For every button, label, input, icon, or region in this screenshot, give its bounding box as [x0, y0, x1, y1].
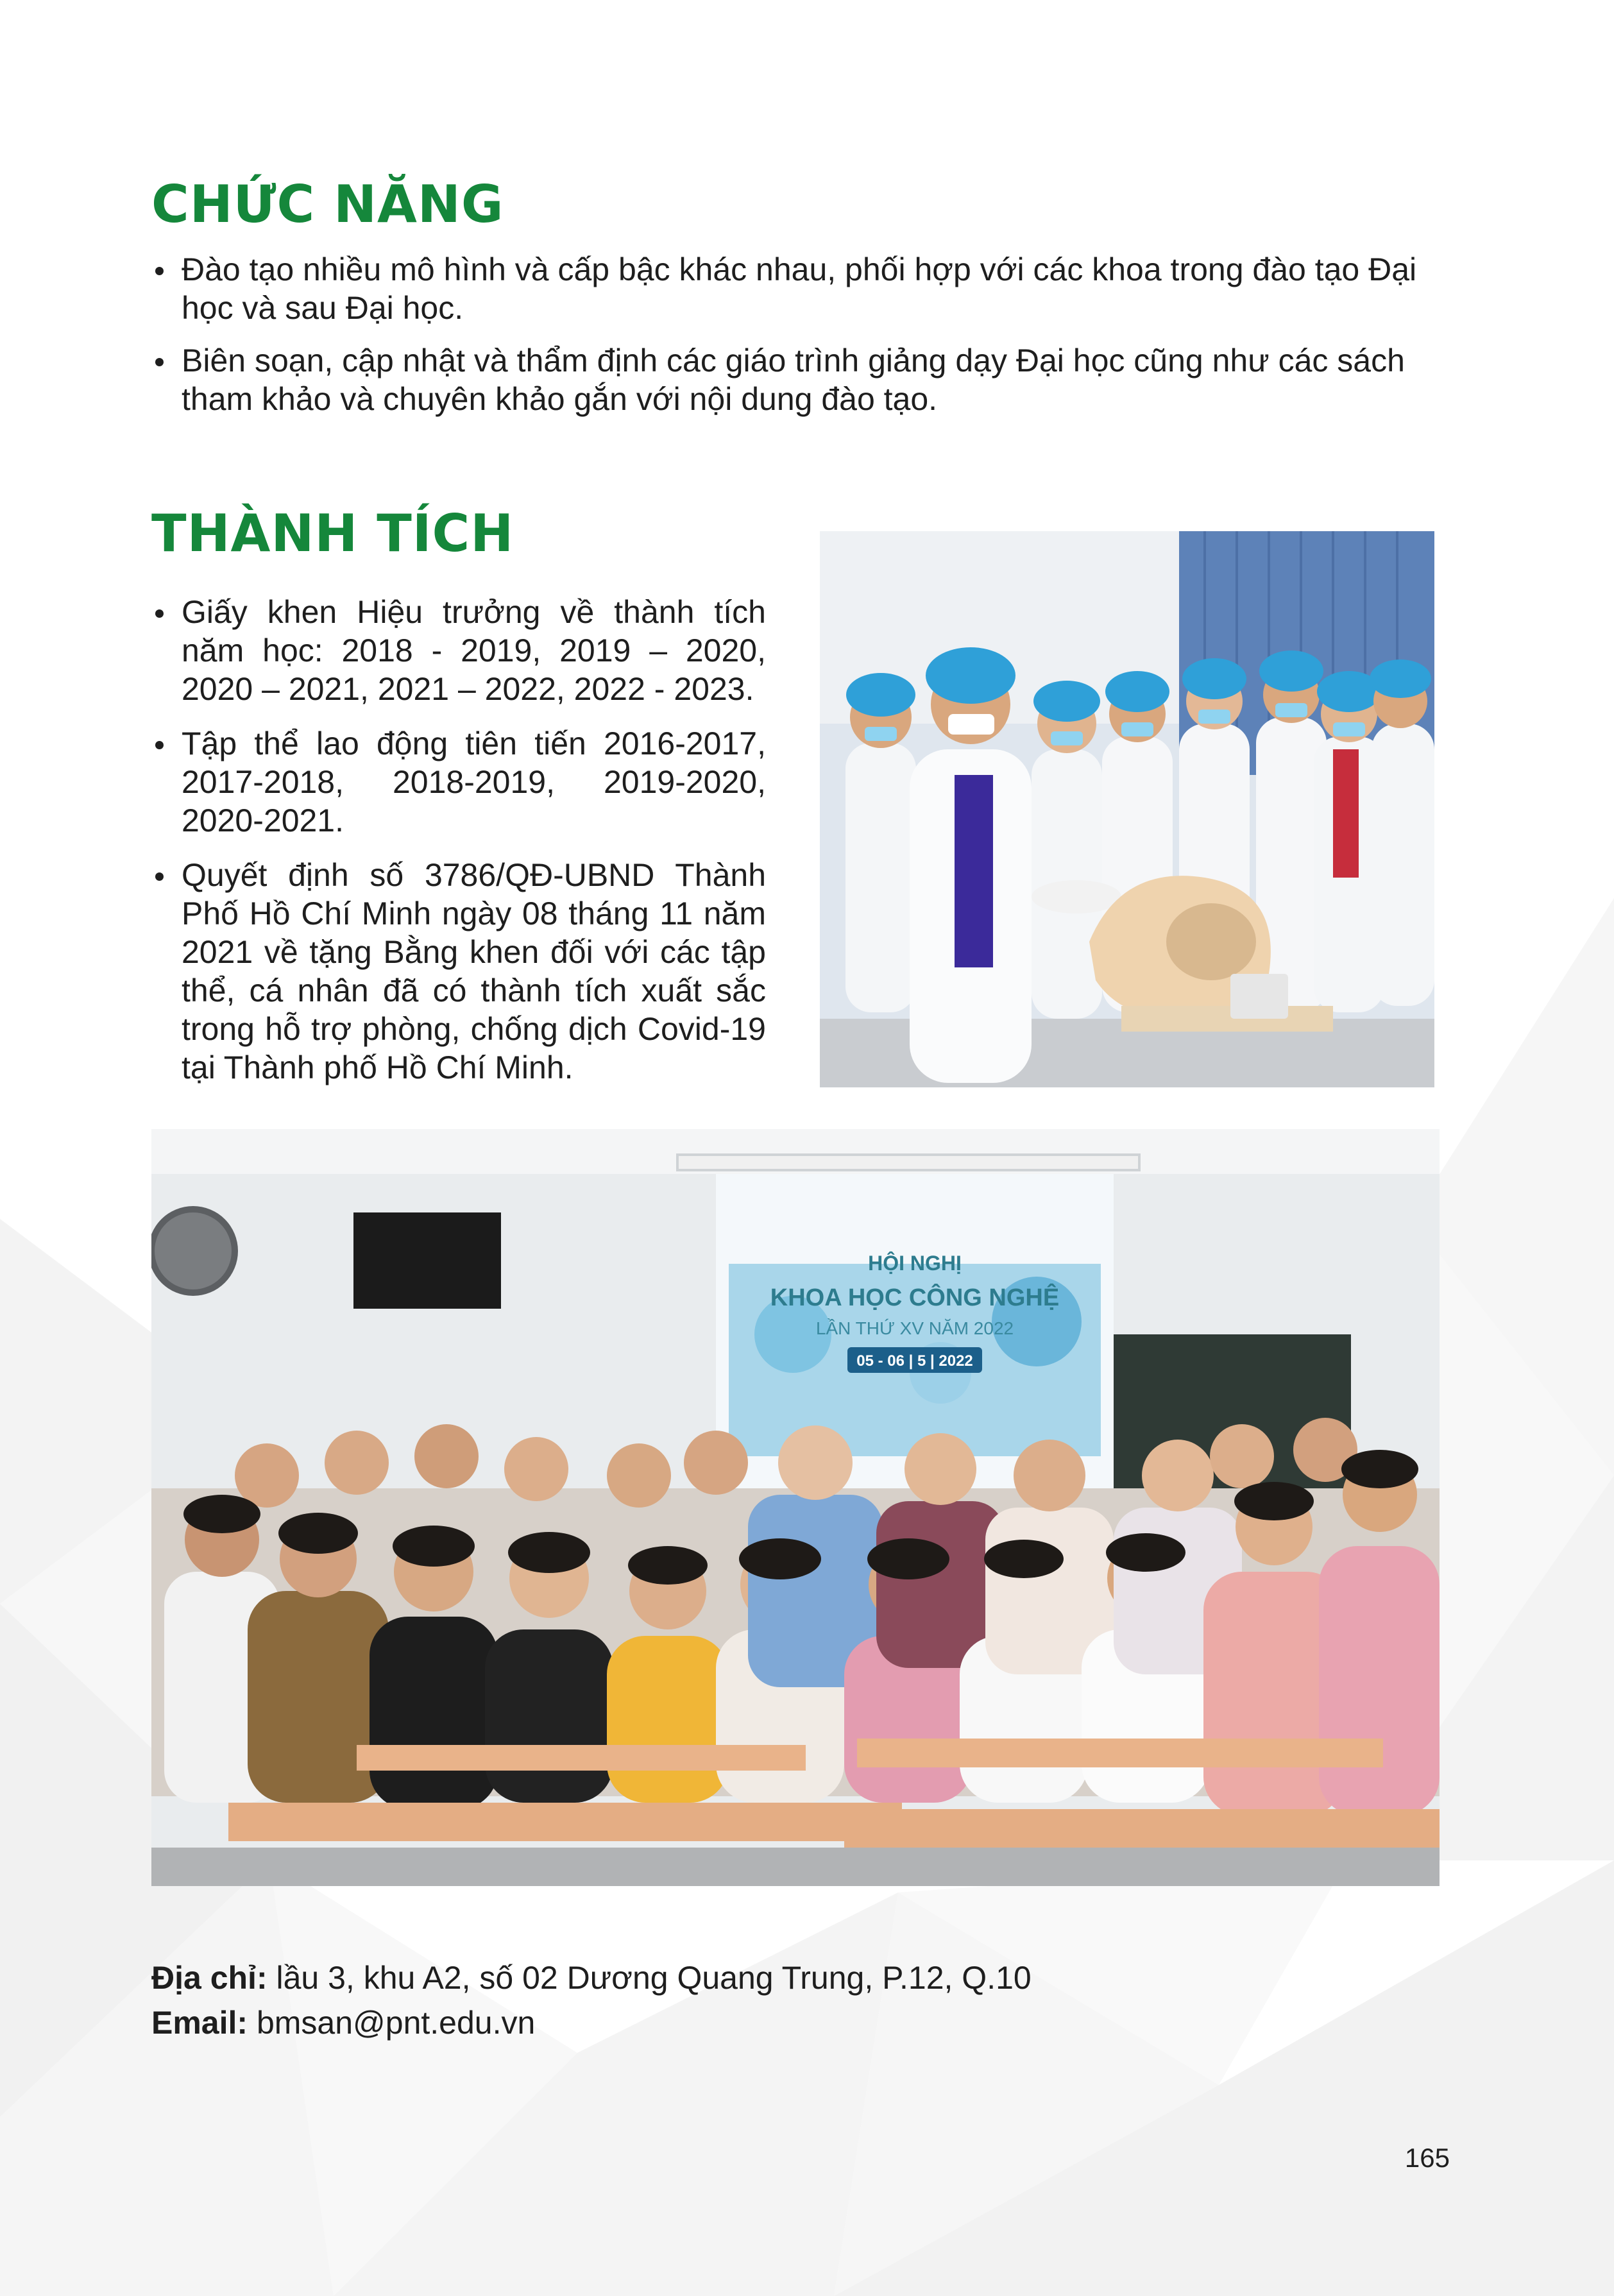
screen-title-line2: KHOA HỌC CÔNG NGHỆ	[770, 1284, 1060, 1311]
group-photo-illustration	[151, 1129, 1440, 1886]
list-item: Giấy khen Hiệu trưởng về thành tích năm học: 2018 - 2019, 2019 – 2020, 2020 – 2021, 2021 – 2022, 2022 - 2023.	[151, 593, 766, 708]
achievements-list	[151, 593, 766, 1087]
group-photo	[151, 1129, 1440, 1886]
address-label: Địa chỉ:	[151, 1960, 268, 1996]
list-item: Quyết định số 3786/QĐ-UBND Thành Phố Hồ Chí Minh ngày 08 tháng 11 năm 2021 về tặng Bằng khen đối với các tập thể, cá nhân đã có thành tích xuất sắc trong hỗ trợ phòng, chống dịch Covid-19 tại Thành phố Hồ Chí Minh.	[151, 856, 766, 1087]
screen-title-line1: HỘI NGHỊ	[868, 1252, 962, 1275]
list-item: Đào tạo nhiều mô hình và cấp bậc khác nhau, phối hợp với các khoa trong đào tạo Đại học và sau Đại học.	[151, 250, 1441, 327]
lab-training-illustration	[820, 531, 1434, 1087]
email-value[interactable]: bmsan@pnt.edu.vn	[248, 2005, 536, 2041]
functions-list	[151, 250, 1441, 418]
address-line	[151, 1959, 1032, 1997]
lab-training-photo	[820, 531, 1434, 1087]
page-number: 165	[1404, 2143, 1450, 2173]
screen-title-line3: LẦN THỨ XV NĂM 2022	[815, 1318, 1014, 1338]
screen-date: 05 - 06 | 5 | 2022	[856, 1352, 973, 1370]
address-value: lầu 3, khu A2, số 02 Dương Quang Trung, P.12, Q.10	[267, 1960, 1032, 1996]
list-item: Tập thể lao động tiên tiến 2016-2017, 2017-2018, 2018-2019, 2019-2020, 2020-2021.	[151, 724, 766, 840]
email-line	[151, 2003, 535, 2042]
achievements-heading: THÀNH TÍCH	[151, 504, 514, 563]
list-item: Biên soạn, cập nhật và thẩm định các giáo trình giảng dạy Đại học cũng như các sách tham khảo và chuyên khảo gắn với nội dung đào tạo.	[151, 341, 1441, 418]
functions-heading: CHỨC NĂNG	[151, 174, 504, 234]
email-label: Email:	[151, 2005, 248, 2041]
